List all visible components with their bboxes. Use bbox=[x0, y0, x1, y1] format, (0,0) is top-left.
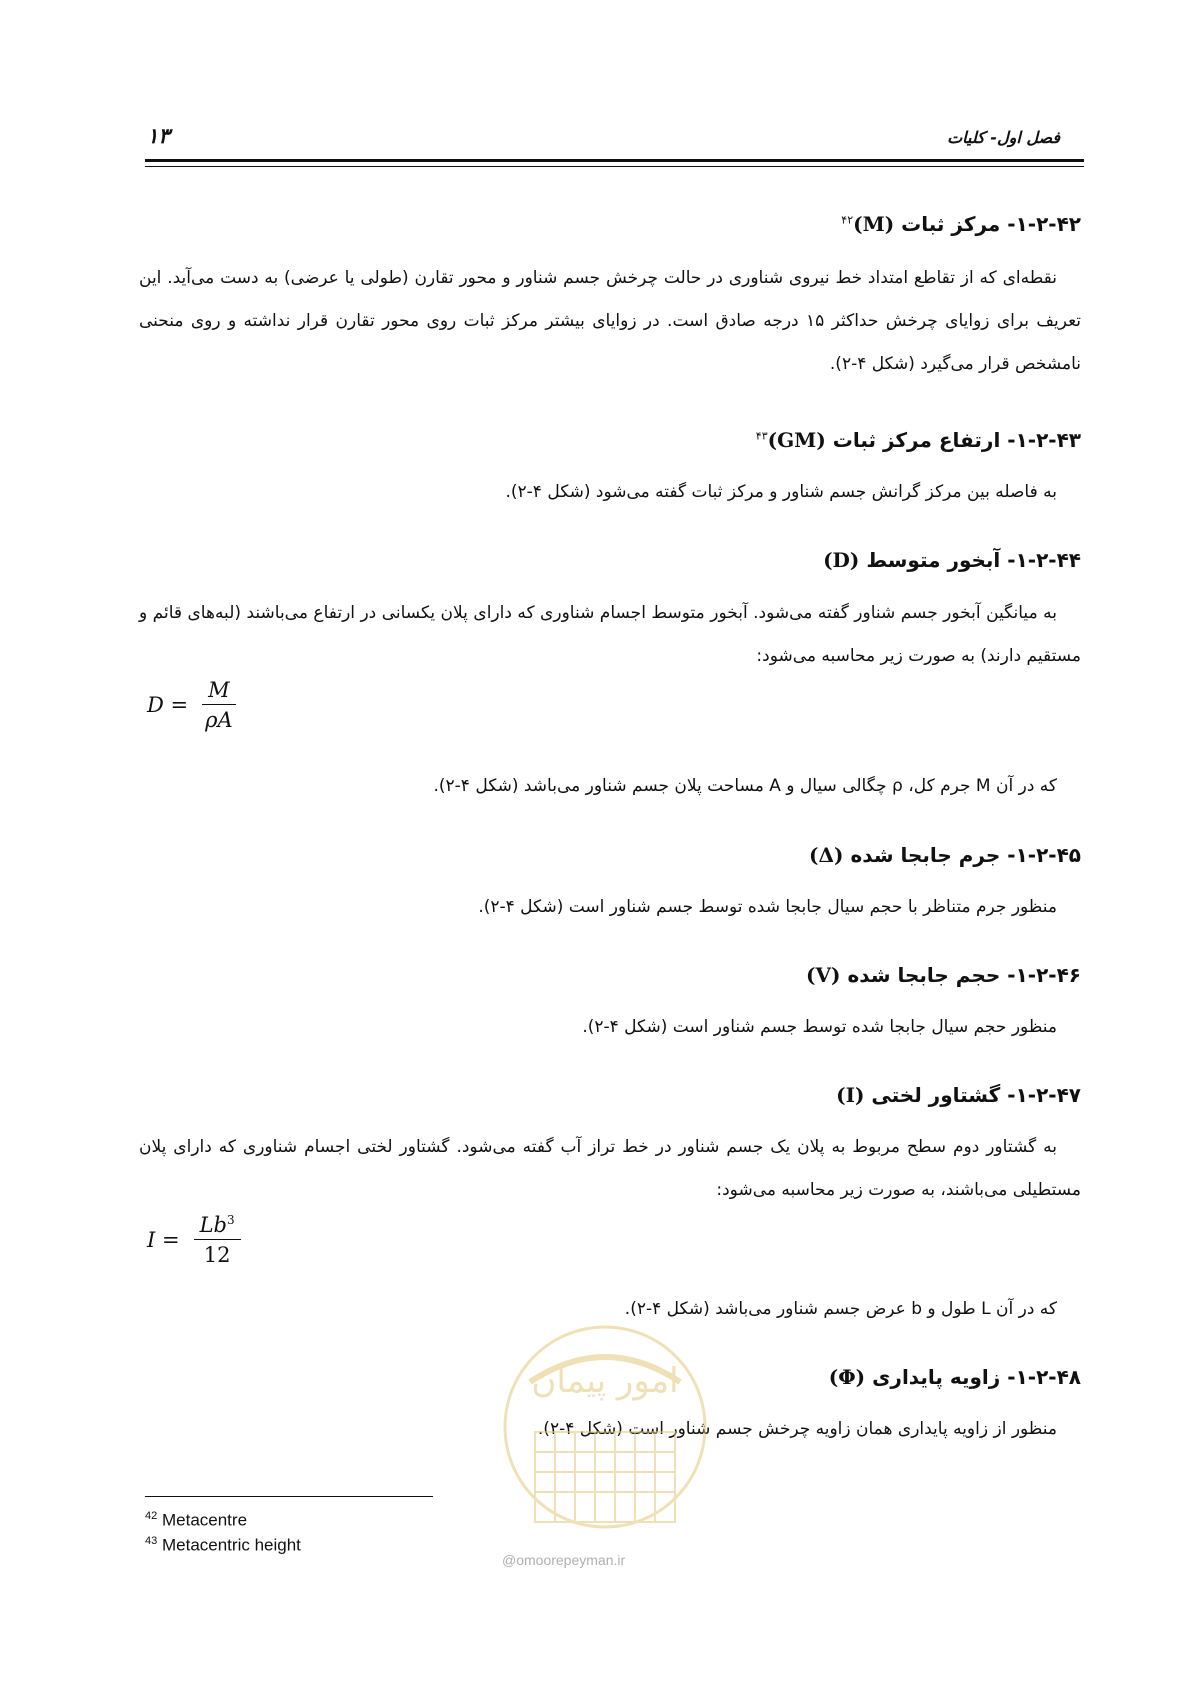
paragraph-text: به میانگین آبخور جسم شناور گفته می‌شود. آبخور متوسط اجسام شناوری که دارای پلان یکسانی در ارتفاع می‌باشند (لبه‌های قائم و مستقیم دارند) به صورت زیر محاسبه می‌شود: bbox=[139, 603, 1081, 666]
section-44-heading bbox=[823, 548, 1081, 572]
heading-text: ۱-۲-۴۴- آبخور متوسط bbox=[859, 548, 1081, 572]
heading-symbol: (D) bbox=[823, 548, 860, 572]
denominator: ρA bbox=[205, 708, 233, 732]
footnote-text: Metacentre bbox=[161, 1510, 248, 1530]
equation-lhs: I = bbox=[147, 1228, 180, 1252]
equation-draft bbox=[147, 678, 236, 732]
footnote-42 bbox=[145, 1510, 247, 1531]
paragraph-text: به گشتاور دوم سطح مربوط به پلان یک جسم شناور در خط تراز آب گفته می‌شود. گشتاور لختی اجسام شناوری که دارای پلان مستطیلی می‌باشند، به صورت زیر محاسبه می‌شود: bbox=[139, 1137, 1081, 1200]
paragraph-text: که در آن M جرم کل، ρ چگالی سیال و A مساحت پلان جسم شناور می‌باشد (شکل ۴-۲). bbox=[433, 776, 1057, 796]
denominator: 12 bbox=[203, 1243, 231, 1267]
footnote-ref: ۴۳ bbox=[755, 429, 768, 443]
section-45-heading bbox=[809, 843, 1081, 867]
section-47-paragraph bbox=[139, 1126, 1081, 1212]
section-45-paragraph bbox=[478, 886, 1081, 929]
fraction bbox=[202, 678, 236, 732]
heading-text: ۱-۲-۴۲- مركز ثبات bbox=[894, 212, 1081, 236]
header-rule-thick bbox=[145, 159, 1084, 162]
heading-text: ۱-۲-۴۶- حجم جابجا شده bbox=[840, 963, 1081, 987]
section-48-heading bbox=[829, 1365, 1081, 1389]
equation-inertia bbox=[147, 1213, 241, 1267]
heading-symbol: (Φ) bbox=[828, 1365, 866, 1389]
numerator bbox=[194, 1213, 241, 1240]
watermark-logo-icon bbox=[490, 1312, 720, 1572]
paragraph-text: که در آن L طول و b عرض جسم شناور می‌باشد (شکل ۴-۲). bbox=[624, 1299, 1057, 1319]
heading-symbol: (Δ) bbox=[809, 843, 844, 867]
equation-lhs: D = bbox=[147, 693, 189, 717]
section-44-paragraph bbox=[139, 592, 1081, 678]
section-43-heading bbox=[756, 428, 1081, 452]
numerator-base: Lb bbox=[199, 1213, 227, 1237]
section-46-heading bbox=[806, 963, 1081, 987]
numerator-exponent: 3 bbox=[226, 1213, 235, 1227]
section-42-heading bbox=[841, 212, 1081, 236]
paragraph-text: نقطه‌ای که از تقاطع امتداد خط نیروی شناوری در حالت چرخش جسم شناور و محور تقارن (طولی یا عرضی) به دست می‌آید. این تعریف برای زوایای چرخش حداکثر ۱۵ درجه صادق است. در زوایای بیشتر مرکز ثبات روی محور تقارن قرار نداشته و روی منحنی نامشخص قرار می‌گیرد (شکل ۴-۲). bbox=[139, 268, 1082, 374]
heading-text: ۱-۲-۴۸- زاويه پايداری bbox=[865, 1365, 1081, 1389]
footnote-number: 42 bbox=[145, 1510, 158, 1522]
heading-text: ۱-۲-۴۵- جرم جابجا شده bbox=[843, 843, 1081, 867]
heading-symbol: (I) bbox=[836, 1083, 865, 1107]
footnote-rule bbox=[145, 1496, 433, 1497]
section-42-paragraph bbox=[139, 257, 1081, 386]
heading-symbol: (GM) bbox=[767, 428, 826, 452]
section-47-heading bbox=[836, 1083, 1081, 1107]
watermark-text: امور پیمان bbox=[531, 1361, 679, 1401]
watermark-url: @omoorepeyman.ir bbox=[502, 1552, 626, 1568]
numerator: M bbox=[202, 678, 236, 705]
paragraph-text: منظور جرم متناظر با حجم سیال جابجا شده توسط جسم شناور است (شکل ۴-۲). bbox=[478, 897, 1057, 917]
heading-text: ۱-۲-۴۳- ارتفاع مركز ثبات bbox=[825, 428, 1081, 452]
footnote-number: 43 bbox=[145, 1535, 158, 1547]
chapter-title: فصل اول- كليات bbox=[947, 128, 1060, 147]
footnote-43 bbox=[145, 1535, 301, 1556]
heading-text: ۱-۲-۴۷- گشتاور لختی bbox=[864, 1083, 1081, 1107]
section-44-after bbox=[433, 765, 1081, 808]
heading-symbol: (V) bbox=[806, 963, 841, 987]
fraction bbox=[194, 1213, 241, 1267]
footnote-text: Metacentric height bbox=[161, 1535, 301, 1555]
paragraph-text: منظور حجم سیال جابجا شده توسط جسم شناور است (شکل ۴-۲). bbox=[582, 1017, 1057, 1037]
heading-symbol: (M) bbox=[853, 212, 895, 236]
paragraph-text: منظور از زاویه پایداری همان زاویه چرخش جسم شناور است (شکل ۴-۲). bbox=[537, 1419, 1057, 1439]
page-number: ۱۳ bbox=[147, 124, 170, 148]
section-43-paragraph bbox=[505, 471, 1081, 514]
paragraph-text: به فاصله بین مرکز گرانش جسم شناور و مرکز ثبات گفته می‌شود (شکل ۴-۲). bbox=[505, 482, 1057, 502]
header-rule-thin bbox=[145, 166, 1084, 167]
footnote-ref: ۴۲ bbox=[841, 213, 854, 227]
section-46-paragraph bbox=[582, 1006, 1081, 1049]
